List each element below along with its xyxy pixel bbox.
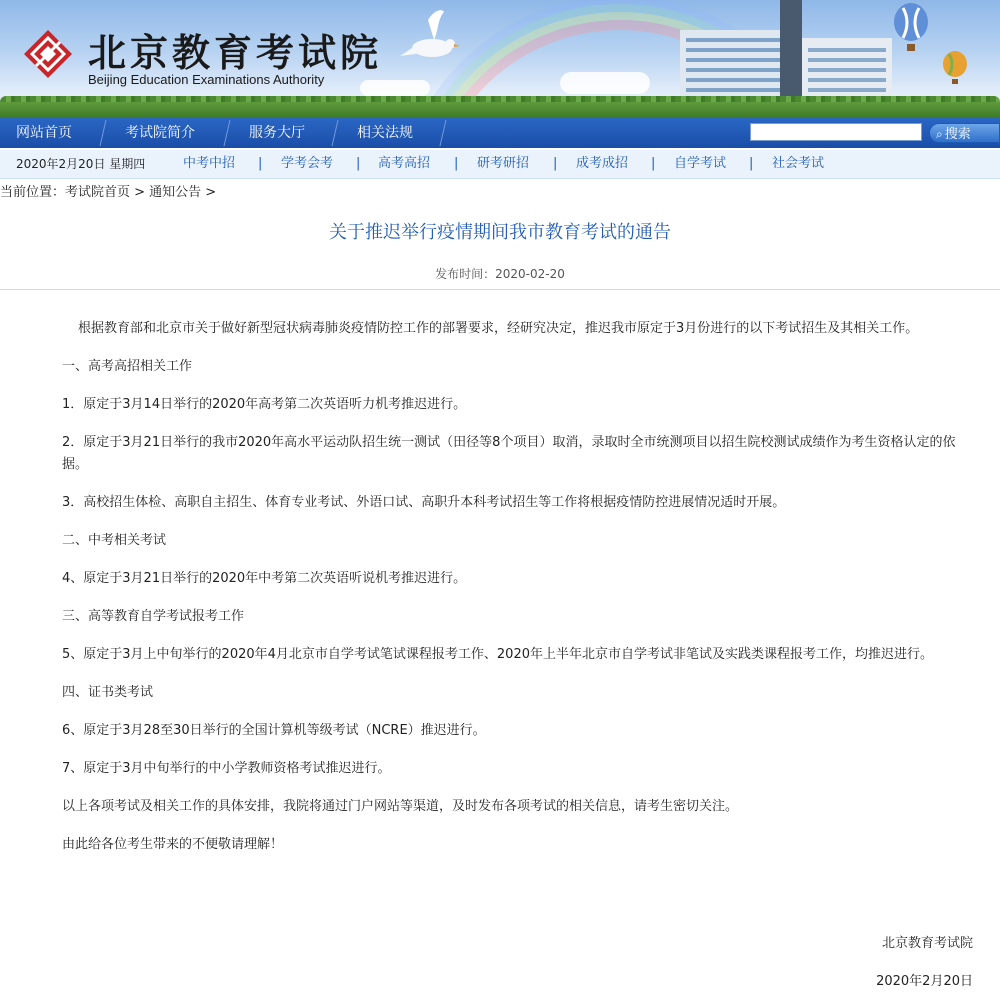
subnav-separator: | [356, 156, 361, 171]
search-input[interactable] [750, 123, 922, 141]
nav-separator [96, 118, 110, 148]
subnav-link-shehui[interactable]: 社会考试 [772, 156, 825, 171]
nav-separator [436, 118, 450, 148]
logo-icon [22, 28, 74, 80]
subnav-separator: | [258, 156, 263, 171]
section-heading: 一、高考高招相关工作 [62, 359, 193, 374]
grass-decoration [0, 102, 1000, 118]
subnav-link-chengkao[interactable]: 成考成招 [576, 156, 629, 171]
nav-separator [220, 118, 234, 148]
paragraph: 由此给各位考生带来的不便敬请理解！ [62, 837, 284, 852]
title-divider [0, 289, 1000, 290]
subnav-link-gaokao[interactable]: 高考高招 [378, 156, 431, 171]
balloon-icon [890, 2, 932, 54]
paragraph: 以上各项考试及相关工作的具体安排，我院将通过门户网站等渠道，及时发布各项考试的相关信息，请考生密切关注。 [62, 799, 739, 814]
breadcrumb[interactable]: 当前位置：考试院首页 > 通知公告 > [0, 185, 217, 200]
paragraph: 7、原定于3月中旬举行的中小学教师资格考试推迟进行。 [62, 761, 391, 776]
section-heading: 三、高等教育自学考试报考工作 [62, 609, 245, 624]
subnav-separator: | [749, 156, 754, 171]
paragraph: 6、原定于3月28至30日举行的全国计算机等级考试（NCRE）推迟进行。 [62, 723, 486, 738]
subnav-link-yankao[interactable]: 研考研招 [477, 156, 530, 171]
section-heading: 二、中考相关考试 [62, 533, 167, 548]
section-heading: 四、证书类考试 [62, 685, 154, 700]
search-button-label: 搜索 [944, 127, 971, 142]
cloud-decoration [360, 80, 430, 96]
nav-separator [328, 118, 342, 148]
current-date: 2020年2月20日 星期四 [16, 157, 146, 171]
sign-date: 2020年2月20日 [876, 974, 973, 989]
article-body [32, 318, 978, 856]
paragraph: 2．原定于3月21日举行的我市2020年高水平运动队招生统一测试（田径等8个项目）取消，录取时全市统测项目以招生院校测试成绩作为考生资格认定的依据。 [62, 435, 956, 472]
nav-about[interactable]: 考试院简介 [125, 125, 195, 141]
search-button[interactable] [929, 123, 1000, 143]
cloud-decoration [560, 72, 650, 94]
sub-nav [0, 150, 1000, 179]
header-banner [0, 0, 1000, 118]
paragraph: 3．高校招生体检、高职自主招生、体育专业考试、外语口试、高职升本科考试招生等工作将根据疫情防控进展情况适时开展。 [62, 495, 786, 510]
paragraph: 1．原定于3月14日举行的2020年高考第二次英语听力机考推迟进行。 [62, 397, 467, 412]
subnav-separator: | [553, 156, 558, 171]
subnav-separator: | [651, 156, 656, 171]
logo-subtitle: Beijing Education Examinations Authority [88, 72, 325, 87]
paragraph-intro: 根据教育部和北京市关于做好新型冠状病毒肺炎疫情防控工作的部署要求，经研究决定，推迟我市原定于3月份进行的以下考试招生及其相关工作。 [78, 321, 919, 336]
signer: 北京教育考试院 [881, 936, 973, 951]
paragraph: 5、原定于3月上中旬举行的2020年4月北京市自学考试笔试课程报考工作、2020年上半年北京市自学考试非笔试及实践类课程报考工作，均推迟进行。 [62, 647, 933, 662]
nav-home[interactable]: 网站首页 [16, 125, 72, 141]
publish-date: 发布时间：2020-02-20 [435, 267, 565, 281]
logo-title: 北京教育考试院 [88, 30, 383, 75]
article-title: 关于推迟举行疫情期间我市教育考试的通告 [329, 222, 671, 243]
nav-service-hall[interactable]: 服务大厅 [249, 125, 305, 141]
subnav-link-xuekao[interactable]: 学考会考 [281, 156, 334, 171]
subnav-link-zhongkao[interactable]: 中考中招 [183, 156, 236, 171]
balloon-icon [940, 50, 970, 86]
subnav-link-zixue[interactable]: 自学考试 [674, 156, 727, 171]
search-icon: ⌕ [936, 127, 943, 141]
nav-regulations[interactable]: 相关法规 [357, 125, 413, 141]
dove-icon [398, 8, 468, 78]
paragraph: 4、原定于3月21日举行的2020年中考第二次英语听说机考推迟进行。 [62, 571, 467, 586]
subnav-separator: | [454, 156, 459, 171]
